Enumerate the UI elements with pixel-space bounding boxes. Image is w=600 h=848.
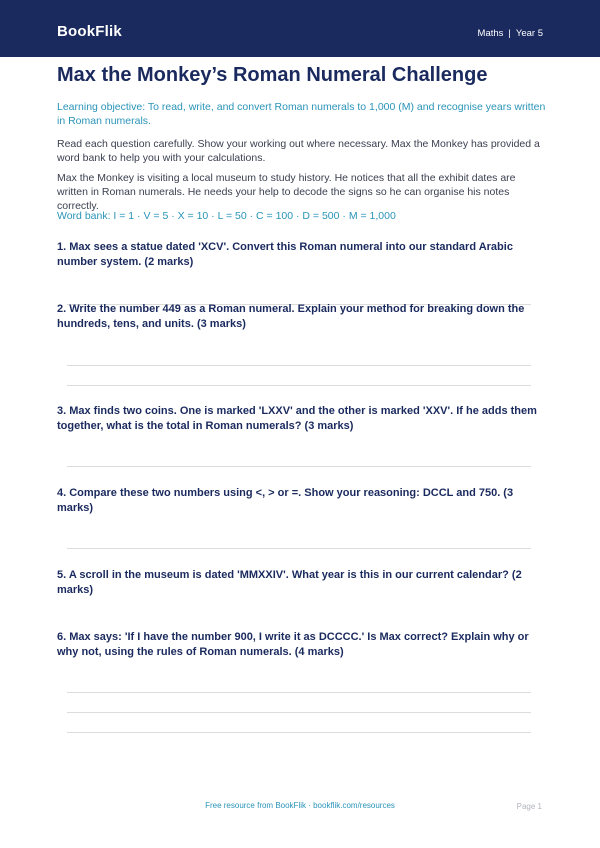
answer-line[interactable] (67, 365, 531, 366)
question-2: 2. Write the number 449 as a Roman numeral. Explain your method for breaking down the hundreds, tens, and units. (3 marks) (57, 303, 525, 330)
question-3: 3. Max finds two coins. One is marked 'LXXV' and the other is marked 'XXV'. If he adds them together, what is the total in Roman numerals? (3 marks) (57, 405, 537, 432)
word-bank: Word bank: I = 1 · V = 5 · X = 10 · L = 50 · C = 100 · D = 500 · M = 1,000 (57, 210, 396, 222)
subject-meta (478, 28, 543, 39)
answer-line[interactable] (67, 712, 531, 713)
question-1: 1. Max sees a statue dated 'XCV'. Convert this Roman numeral into our standard Arabic number system. (2 marks) (57, 241, 513, 268)
answer-line[interactable] (67, 692, 531, 693)
year-label: Year 5 (515, 28, 543, 39)
page-title: Max the Monkey’s Roman Numeral Challenge (57, 64, 488, 86)
learning-objective: Learning objective: To read, write, and convert Roman numerals to 1,000 (M) and recognise years written in Roman numerals. (57, 101, 546, 127)
subject-label: Maths (477, 28, 504, 39)
answer-line[interactable] (67, 385, 531, 386)
page-number: Page 1 (516, 802, 542, 811)
header-bar (0, 0, 600, 57)
question-5: 5. A scroll in the museum is dated 'MMXXIV'. What year is this in our current calendar? (2 marks) (57, 569, 522, 596)
instructions-text: Read each question carefully. Show your working out where necessary. Max the Monkey has provided a word bank to help you with your calculations. (57, 138, 540, 164)
answer-line[interactable] (67, 466, 531, 467)
answer-line[interactable] (67, 548, 531, 549)
meta-separator: | (508, 28, 511, 39)
footer-note: Free resource from BookFlik · bookflik.com/resources (205, 801, 395, 810)
brand-logo: BookFlik (57, 23, 122, 40)
question-4: 4. Compare these two numbers using <, > or =. Show your reasoning: DCCL and 750. (3 marks) (57, 487, 514, 514)
answer-line[interactable] (67, 732, 531, 733)
question-6: 6. Max says: 'If I have the number 900, I write it as DCCCC.' Is Max correct? Explain why or why not, using the rules of Roman numerals. (4 marks) (57, 631, 529, 658)
intro-text: Max the Monkey is visiting a local museum to study history. He notices that all the exhibit dates are written in Roman numerals. He needs your help to decode the signs so he can organise his notes correctly. (57, 172, 516, 212)
